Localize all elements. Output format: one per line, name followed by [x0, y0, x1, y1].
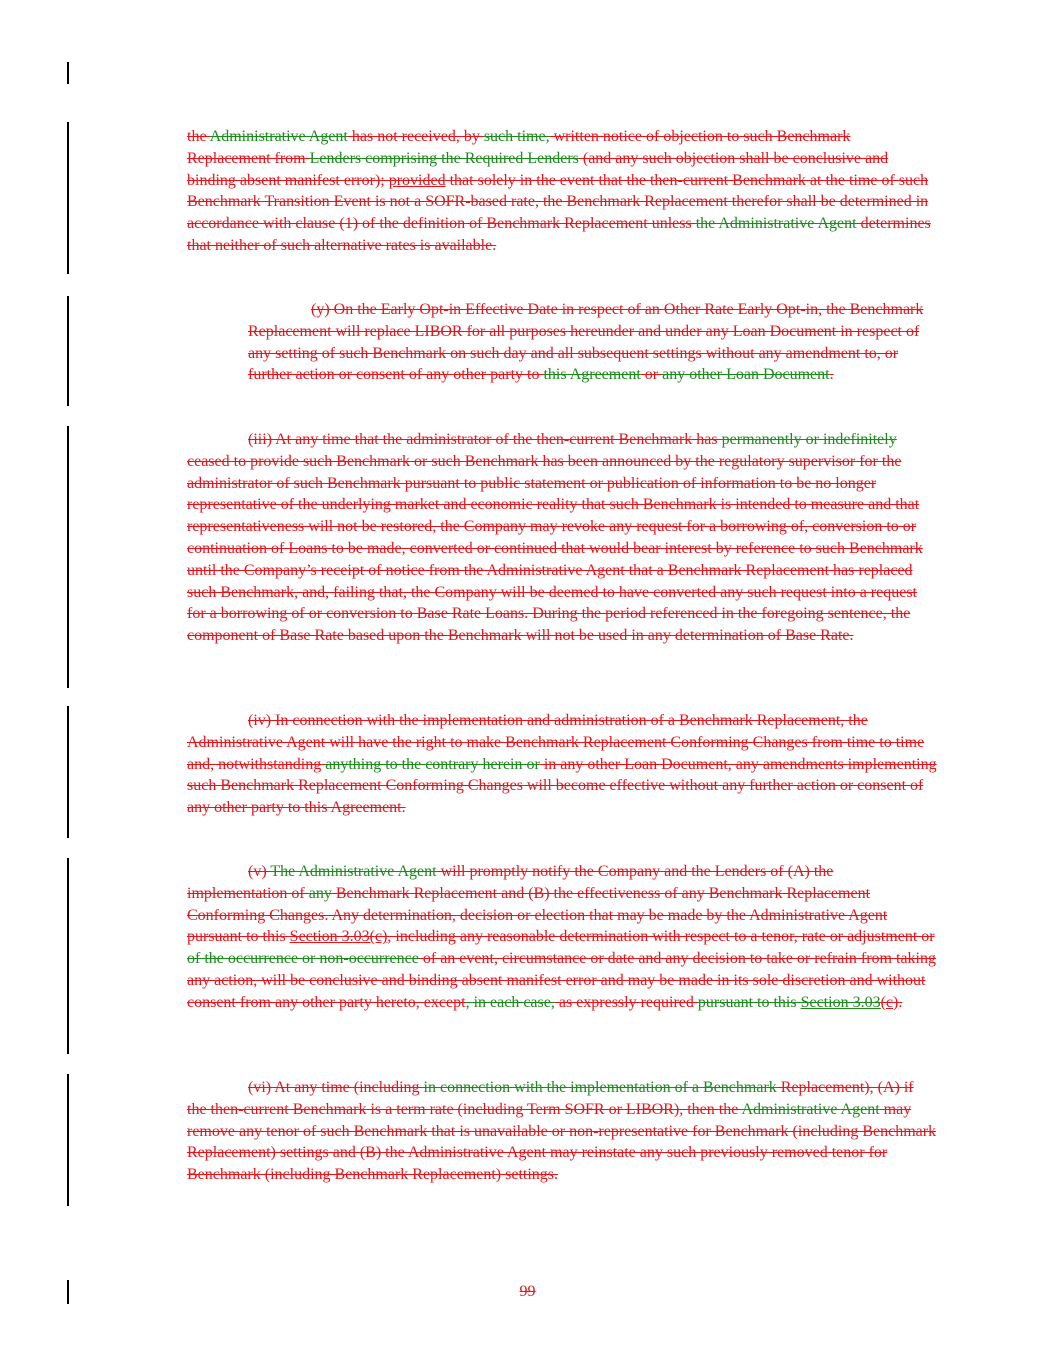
change-bar — [67, 122, 69, 274]
paragraph-v: (v) The Administrative Agent will promptly notify the Company and the Lenders of (A) the implementation of any Benchmark Replacement and (B) the effectiveness of any Benchmark Replacement Conforming Changes. Any determination, decision or election that may be made by the Administrative Agent pursuant to this Section 3.03(c), including any reasonable determination with respect to a tenor, rate or adjustment or of the occurrence or non-occurrence of an event, circumstance or date and any decision to take or refrain from taking any action, will be conclusive and binding absent manifest error and may be made in its sole discretion and without consent from any other party hereto, except, in each case, as expressly required pursuant to this Section 3.03(c). — [187, 863, 936, 1011]
paragraph-continuation: the Administrative Agent has not received, by such time, written notice of objection to such Benchmark Replacement from Lenders comprising the Required Lenders (and any such objection shall be conclusive and binding absent manifest error); provided that solely in the event that the then-current Benchmark at the time of such Benchmark Transition Event is not a SOFR-based rate, the Benchmark Replacement therefor shall be determined in accordance with clause (1) of the definition of Benchmark Replacement unless the Administrative Agent determines that neither of such alternative rates is available. — [187, 128, 931, 254]
change-bar — [67, 426, 69, 688]
change-bar — [67, 706, 69, 838]
change-bar — [67, 62, 69, 84]
change-bar — [67, 1074, 69, 1206]
change-bar — [67, 858, 69, 1054]
page-number: 99 — [519, 1283, 536, 1300]
paragraph-iii: (iii) At any time that the administrator of the then-current Benchmark has permanently or indefinitely ceased to provide such Benchmark or such Benchmark has been announced by the regulatory supervisor for the administrator of such Benchmark pursuant to public statement or publication of information to be no longer representative of the underlying market and economic reality that such Benchmark is intended to measure and that representativeness will not be restored, the Company may revoke any request for a borrowing of, conversion to or continuation of Loans to be made, converted or continued that would bear interest by reference to such Benchmark until the Company’s receipt of notice from the Administrative Agent that a Benchmark Replacement has replaced such Benchmark, and, failing that, the Company will be deemed to have converted any such request into a request for a borrowing of or conversion to Base Rate Loans. During the period referenced in the foregoing sentence, the component of Base Rate based upon the Benchmark will not be used in any determination of Base Rate. — [187, 431, 923, 645]
paragraph-iv: (iv) In connection with the implementation and administration of a Benchmark Replacement, the Administrative Agent will have the right to make Benchmark Replacement Conforming Changes from time to time and, notwithstanding anything to the contrary herein or in any other Loan Document, any amendments implementing such Benchmark Replacement Conforming Changes will become effective without any further action or consent of any other party to this Agreement. — [187, 712, 937, 817]
paragraph-early-opt-in: (y) On the Early Opt-in Effective Date in respect of an Other Rate Early Opt-in, the Benchmark Replacement will replace LIBOR for all purposes hereunder and under any Loan Document in respect of any setting of such Benchmark on such day and all subsequent settings without any amendment to, or further action or consent of any other party to this Agreement or any other Loan Document. — [248, 301, 924, 384]
paragraph-vi: (vi) At any time (including in connection with the implementation of a Benchmark Replacement), (A) if the then-current Benchmark is a term rate (including Term SOFR or LIBOR), then the Administrative Agent may remove any tenor of such Benchmark that is unavailable or non-representative for Benchmark (including Benchmark Replacement) settings and (B) the Administrative Agent may reinstate any such previously removed tenor for Benchmark (including Benchmark Replacement) settings. — [187, 1079, 937, 1184]
change-bar — [67, 296, 69, 406]
